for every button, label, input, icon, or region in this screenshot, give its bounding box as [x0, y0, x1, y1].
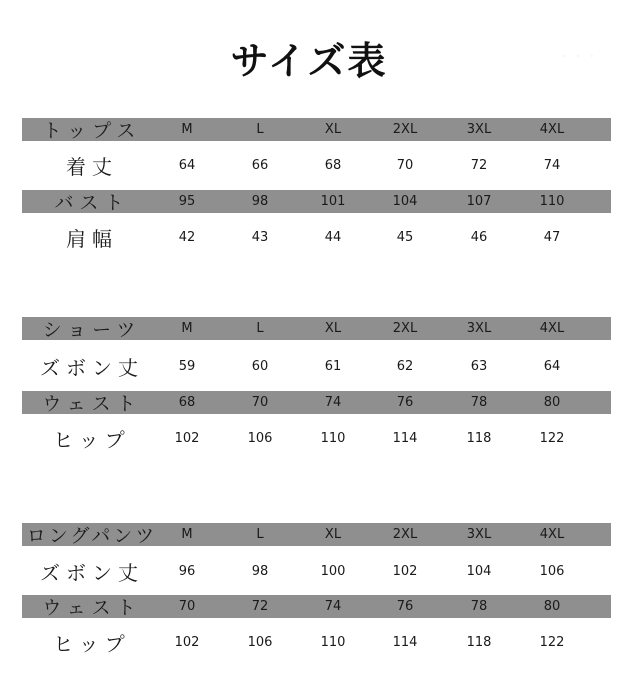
table-cell: 76 [396, 599, 414, 614]
row-label: ズボン丈 [40, 561, 144, 585]
table-cell: 114 [392, 431, 418, 446]
table-cell: 72 [470, 158, 488, 173]
table-cell: 104 [466, 564, 492, 579]
table-cell: 80 [543, 599, 561, 614]
table-cell: 96 [178, 564, 196, 579]
table-cell: 47 [543, 230, 561, 245]
table-cell: 70 [178, 599, 196, 614]
table-cell: 102 [174, 431, 200, 446]
table-cell: 42 [178, 230, 196, 245]
table-row [22, 152, 611, 179]
table-cell: 72 [251, 599, 269, 614]
table-cell: 95 [178, 194, 196, 209]
row-label: 着丈 [66, 155, 118, 179]
table-header-row [22, 317, 611, 340]
table-cell: 118 [466, 635, 492, 650]
table-cell: 70 [251, 395, 269, 410]
table-cell: 110 [320, 635, 346, 650]
table-cell: 64 [543, 359, 561, 374]
table-cell: 44 [324, 230, 342, 245]
size-header-xl: XL [324, 122, 342, 137]
size-header-m: M [181, 122, 193, 137]
size-header-l: L [256, 122, 264, 137]
table-row [22, 391, 611, 414]
table-cell: 114 [392, 635, 418, 650]
table-cell: 101 [320, 194, 346, 209]
size-header-l: L [256, 321, 264, 336]
table-row [22, 224, 611, 251]
row-label: バスト [54, 192, 130, 214]
row-label: ヒップ [53, 632, 131, 656]
row-label: ズボン丈 [40, 356, 144, 380]
table-cell: 102 [174, 635, 200, 650]
table-cell: 106 [247, 635, 273, 650]
table-row [22, 353, 611, 380]
table-cell: 74 [324, 395, 342, 410]
table-cell: 76 [396, 395, 414, 410]
table-title: トップス [42, 120, 142, 142]
table-cell: 74 [543, 158, 561, 173]
row-label: ヒップ [53, 428, 131, 452]
table-cell: 100 [320, 564, 346, 579]
table-cell: 45 [396, 230, 414, 245]
table-header-row [22, 523, 611, 546]
table-cell: 68 [178, 395, 196, 410]
table-cell: 122 [539, 635, 565, 650]
table-cell: 106 [247, 431, 273, 446]
table-cell: 106 [539, 564, 565, 579]
table-cell: 74 [324, 599, 342, 614]
table-cell: 104 [392, 194, 418, 209]
table-row [22, 629, 611, 656]
table-cell: 43 [251, 230, 269, 245]
table-cell: 107 [466, 194, 492, 209]
table-cell: 60 [251, 359, 269, 374]
size-header-4xl: 4XL [539, 122, 565, 137]
table-row [22, 190, 611, 213]
size-header-3xl: 3XL [466, 321, 492, 336]
table-cell: 102 [392, 564, 418, 579]
table-cell: 110 [539, 194, 565, 209]
table-cell: 122 [539, 431, 565, 446]
table-row [22, 595, 611, 618]
size-header-3xl: 3XL [466, 122, 492, 137]
table-cell: 70 [396, 158, 414, 173]
size-header-xl: XL [324, 527, 342, 542]
table-row [22, 425, 611, 452]
size-header-m: M [181, 321, 193, 336]
table-cell: 118 [466, 431, 492, 446]
size-header-4xl: 4XL [539, 527, 565, 542]
table-cell: 98 [251, 194, 269, 209]
size-header-m: M [181, 527, 193, 542]
table-cell: 59 [178, 359, 196, 374]
table-cell: 78 [470, 395, 488, 410]
table-cell: 98 [251, 564, 269, 579]
table-header-row [22, 118, 611, 141]
table-title: ロングパンツ [26, 525, 158, 547]
row-label: ウェスト [42, 393, 142, 415]
size-header-2xl: 2XL [392, 122, 418, 137]
page-title: サイズ表 [230, 39, 388, 83]
table-cell: 64 [178, 158, 196, 173]
table-cell: 78 [470, 599, 488, 614]
row-label: 肩幅 [66, 227, 118, 251]
table-cell: 66 [251, 158, 269, 173]
table-cell: 63 [470, 359, 488, 374]
table-cell: 80 [543, 395, 561, 410]
size-header-l: L [256, 527, 264, 542]
size-header-4xl: 4XL [539, 321, 565, 336]
table-cell: 46 [470, 230, 488, 245]
size-header-xl: XL [324, 321, 342, 336]
watermark: · · · [563, 52, 598, 62]
size-header-3xl: 3XL [466, 527, 492, 542]
table-cell: 61 [324, 359, 342, 374]
table-cell: 62 [396, 359, 414, 374]
table-cell: 68 [324, 158, 342, 173]
row-label: ウェスト [42, 597, 142, 619]
table-row [22, 558, 611, 585]
table-cell: 110 [320, 431, 346, 446]
size-header-2xl: 2XL [392, 321, 418, 336]
size-header-2xl: 2XL [392, 527, 418, 542]
table-title: ショーツ [42, 319, 142, 341]
